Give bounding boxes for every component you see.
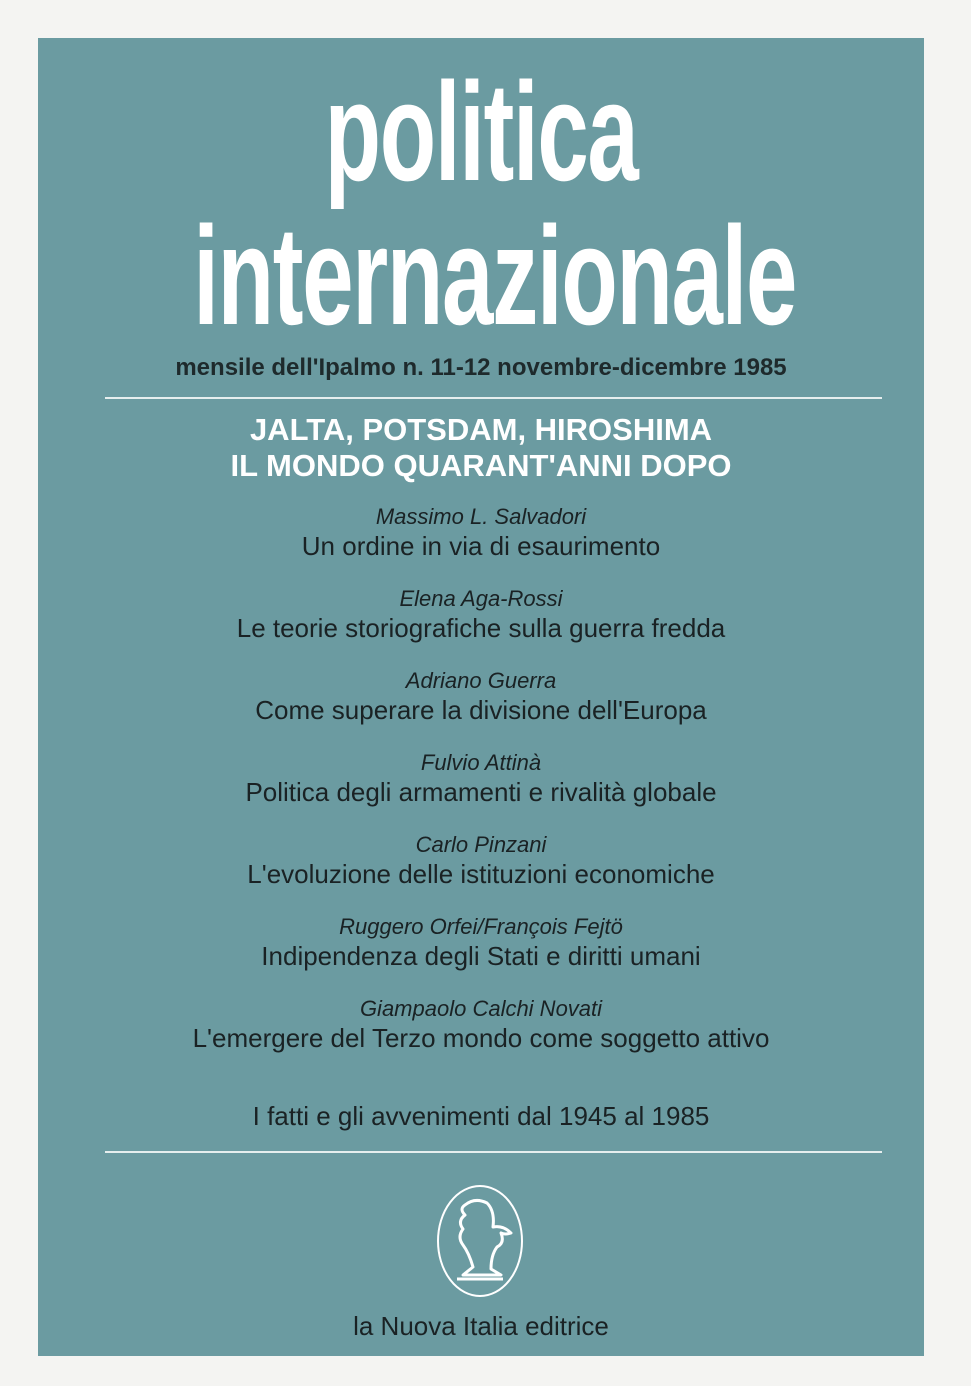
divider-bottom [105,1151,882,1153]
magazine-cover [38,38,924,1356]
headline-line-2: IL MONDO QUARANT'ANNI DOPO [230,448,732,483]
horse-emblem-icon [435,1183,525,1299]
article-title: Un ordine in via di esaurimento [301,531,661,561]
issue-subtitle: mensile dell'Ipalmo n. 11-12 novembre-dicembre 1985 [175,354,787,381]
article-title: L'emergere del Terzo mondo come soggetto attivo [192,1023,770,1053]
article-item [38,504,924,586]
footer-note: I fatti e gli avvenimenti dal 1945 al 1985 [252,1101,710,1131]
article-author: Adriano Guerra [405,668,557,693]
article-title: Le teorie storiografiche sulla guerra fredda [236,613,726,643]
article-title: Come superare la divisione dell'Europa [255,695,707,725]
article-item [38,914,924,996]
article-item [38,750,924,832]
article-author: Massimo L. Salvadori [375,504,587,529]
article-title: Indipendenza degli Stati e diritti umani [261,941,701,971]
article-item [38,832,924,914]
divider-top [105,397,882,399]
publisher-name: la Nuova Italia editrice [353,1311,609,1341]
masthead-line-2: internazionale [193,197,797,354]
masthead-line-1: politica [324,53,638,210]
article-title: L'evoluzione delle istituzioni economiche [247,859,715,889]
headline-line-1: JALTA, POTSDAM, HIROSHIMA [249,412,713,447]
article-author: Giampaolo Calchi Novati [359,996,603,1021]
article-list [38,504,924,1078]
article-item [38,586,924,668]
article-title: Politica degli armamenti e rivalità globale [245,777,717,807]
article-author: Ruggero Orfei/François Fejtö [339,914,623,939]
article-author: Fulvio Attinà [420,750,542,775]
article-author: Carlo Pinzani [415,832,547,857]
article-author: Elena Aga-Rossi [399,586,563,611]
article-item [38,668,924,750]
article-item [38,996,924,1078]
